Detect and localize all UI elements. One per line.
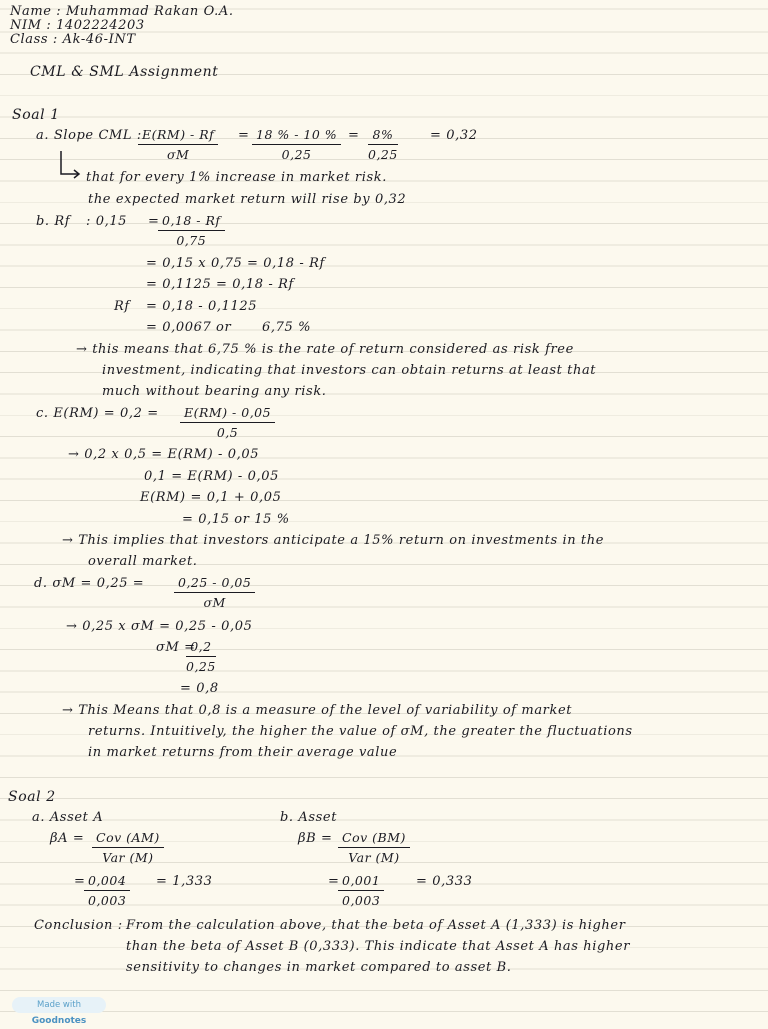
beta-b-fraction-2 [338,873,384,908]
beta-a-label: βA = [50,831,85,846]
conclusion-line-2: than the beta of Asset B (0,333). This indicate that Asset A has higher [126,939,631,954]
beta-b-fraction [338,830,410,865]
c-note-2: overall market. [88,554,198,569]
b-f-numerator: 0,18 - Rf [158,213,225,231]
student-class: Class : Ak-46-INT [10,32,136,47]
a-equals-1: = [238,128,250,143]
b-step-4-percent: 6,75 % [262,320,312,335]
beta-a-fraction [92,830,164,865]
d-step-3: = 0,8 [180,681,219,696]
beta-b-f2-denominator: 0,003 [342,893,381,908]
beta-b-numerator: Cov (BM) [338,830,410,848]
soal2-heading: Soal 2 [8,789,56,805]
d-f-denominator: σM [203,595,226,610]
beta-b-equals: = [328,874,340,889]
a-note-2: the expected market return will rise by 0,32 [88,192,407,207]
badge-brand: Goodnotes [31,1016,87,1026]
badge-prefix: Made with [37,1000,81,1010]
beta-a-f2-denominator: 0,003 [88,893,127,908]
b-rf-label: Rf [114,299,130,314]
a-fraction-2 [252,127,341,162]
b-note-3: much without bearing any risk. [102,384,327,399]
a-result: = 0,32 [430,128,478,143]
d-step-1: → 0,25 x σM = 0,25 - 0,05 [66,619,253,634]
b-note-1: → this means that 6,75 % is the rate of return considered as risk free [76,342,574,357]
beta-a-f2-numerator: 0,004 [84,873,130,891]
a-fraction-3 [368,127,398,162]
conclusion-label: Conclusion : [34,918,123,933]
c-label: c. E(RM) = 0,2 = [36,406,159,421]
c-step-1: → 0,2 x 0,5 = E(RM) - 0,05 [68,447,260,462]
d-f2-denominator: 0,25 [186,659,216,674]
beta-b-denominator: Var (M) [348,850,400,865]
a-f3-numerator: 8% [368,127,398,145]
b-step-3: = 0,18 - 0,1125 [146,299,258,314]
beta-a-numerator: Cov (AM) [92,830,164,848]
soal1-heading: Soal 1 [12,107,60,123]
d-label: d. σM = 0,25 = [34,576,145,591]
made-with-goodnotes-badge[interactable] [12,997,106,1026]
d-note-1: → This Means that 0,8 is a measure of the level of variability of market [62,703,573,718]
d-step-2-label: σM = [156,640,196,655]
beta-a-equals: = [74,874,86,889]
asset-b-label: b. Asset [280,810,338,825]
d-f-numerator: 0,25 - 0,05 [174,575,255,593]
c-step-2: 0,1 = E(RM) - 0,05 [144,469,279,484]
a-f1-numerator: E(RM) - Rf [138,127,218,145]
beta-a-denominator: Var (M) [102,850,154,865]
beta-a-result: = 1,333 [156,874,213,889]
hook-arrow-icon [58,150,84,180]
d-fraction [174,575,255,610]
a-fraction-1 [138,127,218,162]
conclusion-line-1: From the calculation above, that the beta of Asset A (1,333) is higher [126,918,626,933]
b-note-2: investment, indicating that investors can obtain returns at least that [102,363,597,378]
d-note-2: returns. Intuitively, the higher the value of σM, the greater the fluctuations [88,724,633,739]
c-step-4: = 0,15 or 15 % [182,512,290,527]
c-f-numerator: E(RM) - 0,05 [180,405,275,423]
a-f3-denominator: 0,25 [368,147,398,162]
page-title: CML & SML Assignment [30,64,219,80]
d-fraction-2 [186,639,216,674]
b-equals: = [148,214,160,229]
d-note-3: in market returns from their average value [88,745,398,760]
b-step-2: = 0,1125 = 0,18 - Rf [146,277,294,292]
beta-b-result: = 0,333 [416,874,473,889]
student-nim: NIM : 1402224203 [10,18,145,33]
b-step-1: = 0,15 x 0,75 = 0,18 - Rf [146,256,325,271]
a-f2-denominator: 0,25 [281,147,312,162]
c-step-3: E(RM) = 0,1 + 0,05 [140,490,282,505]
c-note-1: → This implies that investors anticipate a 15% return on investments in the [62,533,605,548]
a-label: a. Slope CML : [36,128,142,143]
d-f2-numerator: 0,2 [186,639,216,657]
b-step-4: = 0,0067 or [146,320,232,335]
a-f2-numerator: 18 % - 10 % [252,127,341,145]
asset-a-label: a. Asset A [32,810,104,825]
a-equals-2: = [348,128,360,143]
a-note-1: that for every 1% increase in market risk. [86,170,387,185]
beta-b-label: βB = [298,831,333,846]
student-name: Name : Muhammad Rakan O.A. [10,4,234,19]
b-f-denominator: 0,75 [176,233,207,248]
conclusion-line-3: sensitivity to changes in market compared to asset B. [126,960,512,975]
beta-b-f2-numerator: 0,001 [338,873,384,891]
beta-a-fraction-2 [84,873,130,908]
c-fraction [180,405,275,440]
c-f-denominator: 0,5 [216,425,239,440]
a-f1-denominator: σM [166,147,190,162]
b-fraction [158,213,225,248]
b-value: : 0,15 [86,214,128,229]
b-label: b. Rf [36,214,71,229]
